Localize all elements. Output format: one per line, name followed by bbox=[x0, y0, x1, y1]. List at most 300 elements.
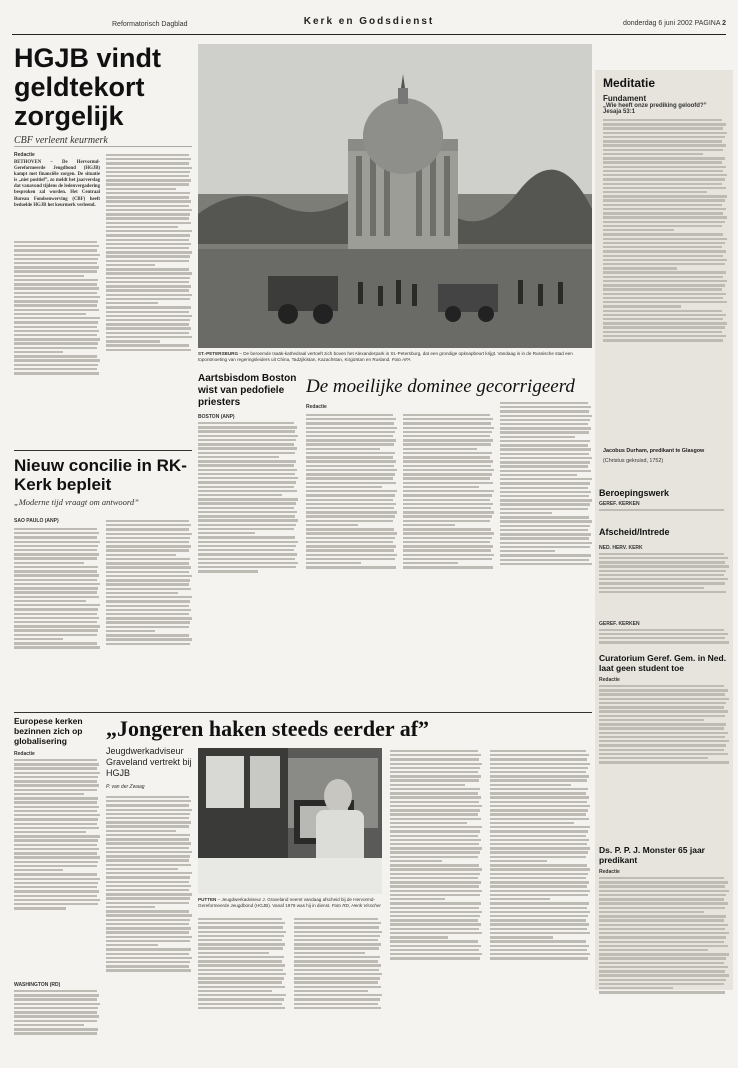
lead-intro: BETHOVEN – De Hervormd-Gereformeerde Jeugdbond (HGJB) kampt met financiële zorgen. De situatie is „niet positief”, zo meldt het jaarverslag dat vanavond tijdens de ledenvergadering besproken zal worden. Het Centraal Bureau Fondsenwerving (CBF) heeft bedoelde HGJB het keurmerk verleend. bbox=[14, 160, 100, 208]
text-line bbox=[294, 935, 380, 937]
text-line bbox=[14, 856, 100, 858]
text-line bbox=[390, 945, 481, 947]
text-line bbox=[198, 566, 296, 568]
text-line bbox=[599, 877, 724, 879]
lead-body-col1 bbox=[14, 239, 100, 439]
text-line bbox=[599, 966, 728, 968]
text-line bbox=[500, 491, 591, 493]
meditatie bbox=[603, 76, 727, 464]
text-line bbox=[603, 229, 674, 231]
text-line bbox=[599, 578, 728, 580]
text-line bbox=[599, 924, 728, 926]
text-line bbox=[294, 939, 378, 941]
text-line bbox=[106, 344, 189, 346]
text-line bbox=[198, 464, 294, 466]
text-line bbox=[14, 258, 98, 260]
text-line bbox=[403, 460, 493, 462]
text-line bbox=[106, 596, 192, 598]
text-line bbox=[198, 952, 269, 954]
text-line bbox=[14, 279, 98, 281]
text-line bbox=[198, 435, 298, 437]
text-line bbox=[500, 520, 592, 522]
text-line bbox=[403, 427, 494, 429]
monster-article bbox=[599, 845, 729, 1052]
jongeren-kicker: Jeugdwerkadviseur Graveland vertrekt bij HGJB bbox=[106, 746, 192, 778]
text-line bbox=[306, 486, 382, 488]
text-line bbox=[603, 153, 703, 155]
jongeren-body-col4 bbox=[390, 748, 482, 1056]
text-line bbox=[294, 973, 382, 975]
text-line bbox=[500, 440, 590, 442]
text-line bbox=[603, 263, 725, 265]
text-line bbox=[603, 132, 727, 134]
text-line bbox=[14, 262, 97, 264]
text-line bbox=[106, 796, 189, 798]
text-line bbox=[14, 1015, 99, 1017]
text-line bbox=[403, 456, 490, 458]
text-line bbox=[106, 575, 192, 577]
text-line bbox=[14, 532, 99, 534]
text-line bbox=[106, 638, 192, 640]
text-line bbox=[390, 813, 478, 815]
text-line bbox=[294, 990, 368, 992]
text-line bbox=[106, 209, 192, 211]
text-line bbox=[106, 558, 190, 560]
text-line bbox=[14, 300, 98, 302]
text-line bbox=[198, 1007, 285, 1009]
text-line bbox=[490, 818, 589, 820]
text-line bbox=[198, 960, 282, 962]
text-line bbox=[106, 821, 191, 823]
text-line bbox=[294, 943, 381, 945]
text-line bbox=[599, 991, 725, 993]
text-line bbox=[14, 767, 97, 769]
concilie-article bbox=[14, 450, 192, 708]
text-line bbox=[106, 634, 189, 636]
text-line bbox=[14, 861, 98, 863]
text-line bbox=[390, 779, 479, 781]
boston-dateline: BOSTON (ANP) bbox=[198, 414, 235, 420]
text-line bbox=[14, 372, 99, 374]
text-line bbox=[14, 579, 97, 581]
text-line bbox=[500, 512, 552, 514]
jongeren-body-col5 bbox=[490, 748, 590, 1056]
text-line bbox=[599, 641, 729, 643]
text-line bbox=[603, 183, 722, 185]
text-line bbox=[106, 605, 189, 607]
text-line bbox=[390, 784, 465, 786]
text-line bbox=[106, 285, 191, 287]
text-line bbox=[306, 511, 397, 513]
text-line bbox=[198, 981, 282, 983]
text-line bbox=[198, 502, 296, 504]
text-line bbox=[14, 998, 97, 1000]
text-line bbox=[106, 630, 155, 632]
text-line bbox=[500, 474, 577, 476]
text-line bbox=[599, 574, 724, 576]
text-line bbox=[106, 196, 189, 198]
text-line bbox=[198, 998, 284, 1000]
text-line bbox=[14, 566, 98, 568]
text-line bbox=[14, 793, 84, 795]
beroepingswerk-group-3: GEREF. KERKEN bbox=[599, 620, 640, 627]
text-line bbox=[14, 839, 98, 841]
jongeren-byline: P. van der Zwaag bbox=[106, 784, 145, 790]
text-line bbox=[500, 537, 589, 539]
text-line bbox=[14, 330, 99, 332]
text-line bbox=[500, 444, 588, 446]
divider bbox=[14, 450, 192, 451]
text-line bbox=[390, 843, 479, 845]
text-line bbox=[390, 754, 481, 756]
text-line bbox=[603, 119, 722, 121]
text-line bbox=[490, 907, 587, 909]
text-line bbox=[14, 245, 99, 247]
europese-headline: Europese kerken bezinnen zich op globalisering bbox=[14, 716, 83, 746]
text-line bbox=[403, 537, 492, 539]
text-line bbox=[106, 268, 189, 270]
text-line bbox=[106, 243, 191, 245]
text-line bbox=[294, 926, 379, 928]
text-line bbox=[490, 940, 586, 942]
text-line bbox=[490, 796, 589, 798]
text-line bbox=[294, 964, 381, 966]
jongeren-body-col3 bbox=[294, 916, 382, 1056]
text-line bbox=[603, 280, 727, 282]
text-line bbox=[599, 902, 728, 904]
text-line bbox=[198, 964, 285, 966]
lead-article bbox=[14, 44, 192, 444]
concilie-body-col1 bbox=[14, 526, 100, 704]
text-line bbox=[390, 949, 479, 951]
text-line bbox=[306, 520, 393, 522]
text-line bbox=[14, 617, 99, 619]
cathedral-illustration bbox=[198, 44, 592, 348]
text-line bbox=[198, 536, 295, 538]
text-line bbox=[14, 994, 99, 996]
text-line bbox=[14, 878, 100, 880]
text-line bbox=[106, 545, 191, 547]
text-line bbox=[390, 868, 482, 870]
text-line bbox=[106, 541, 189, 543]
text-line bbox=[294, 952, 365, 954]
text-line bbox=[403, 439, 493, 441]
text-line bbox=[14, 873, 97, 875]
text-line bbox=[599, 715, 725, 717]
text-line bbox=[106, 825, 189, 827]
text-line bbox=[403, 528, 491, 530]
text-line bbox=[306, 562, 361, 564]
text-line bbox=[106, 298, 190, 300]
text-line bbox=[106, 965, 189, 967]
text-line bbox=[106, 524, 191, 526]
text-line bbox=[198, 986, 285, 988]
text-line bbox=[198, 528, 294, 530]
text-line bbox=[198, 545, 296, 547]
text-line bbox=[14, 338, 100, 340]
text-line bbox=[14, 364, 98, 366]
text-line bbox=[599, 757, 708, 759]
cathedral-photo bbox=[198, 44, 592, 348]
meditatie-source: (Christus gekruisd, 1752) bbox=[603, 457, 664, 464]
text-line bbox=[490, 784, 571, 786]
concilie-headline: Nieuw concilie in RK-Kerk bepleit bbox=[14, 456, 187, 494]
text-line bbox=[599, 727, 724, 729]
text-line bbox=[603, 208, 726, 210]
text-line bbox=[106, 306, 191, 308]
top-photo-caption-text: – De beroemde Isaäk-kathedraal vertoeft zich boven het Alexanderpark in St.-Petersburg, dat een grondige opknapbeurt krijgt. Vandaag is in de Russische stad een topontmoeting van regeringsleiders uit China, Tadzjikistan, Kazachstan, Kirgizstan en Rusland. bbox=[198, 351, 573, 362]
text-line bbox=[599, 953, 729, 955]
text-line bbox=[490, 936, 553, 938]
text-line bbox=[490, 868, 590, 870]
text-line bbox=[390, 835, 478, 837]
text-line bbox=[603, 339, 723, 341]
text-line bbox=[198, 507, 294, 509]
text-line bbox=[106, 175, 189, 177]
text-line bbox=[14, 810, 97, 812]
text-line bbox=[403, 499, 490, 501]
text-line bbox=[14, 355, 97, 357]
text-line bbox=[106, 588, 191, 590]
text-line bbox=[390, 856, 478, 858]
text-line bbox=[490, 881, 589, 883]
text-line bbox=[403, 465, 491, 467]
text-line bbox=[14, 266, 99, 268]
text-line bbox=[294, 918, 378, 920]
text-line bbox=[490, 898, 550, 900]
text-line bbox=[603, 191, 707, 193]
text-line bbox=[106, 613, 189, 615]
text-line bbox=[599, 587, 704, 589]
paper-name: Reformatorisch Dagblad bbox=[112, 21, 188, 28]
text-line bbox=[390, 885, 479, 887]
text-line bbox=[106, 319, 190, 321]
text-line bbox=[198, 456, 279, 458]
text-line bbox=[106, 893, 192, 895]
monster-dateline: Redactie bbox=[599, 869, 620, 875]
text-line bbox=[198, 486, 294, 488]
text-line bbox=[490, 847, 590, 849]
top-photo-credit: Foto AFA bbox=[391, 356, 411, 362]
text-line bbox=[390, 940, 478, 942]
text-line bbox=[390, 796, 481, 798]
text-line bbox=[390, 932, 482, 934]
text-line bbox=[306, 456, 393, 458]
text-line bbox=[306, 524, 358, 526]
beroepingswerk-title: Beroepingswerk bbox=[599, 488, 670, 498]
text-line bbox=[106, 302, 158, 304]
text-line bbox=[599, 936, 726, 938]
text-line bbox=[599, 974, 729, 976]
text-line bbox=[599, 885, 725, 887]
text-line bbox=[603, 271, 726, 273]
text-line bbox=[599, 723, 726, 725]
text-line bbox=[14, 583, 100, 585]
text-line bbox=[14, 865, 97, 867]
text-line bbox=[390, 818, 481, 820]
text-line bbox=[14, 852, 97, 854]
text-line bbox=[306, 554, 397, 556]
text-line bbox=[14, 313, 86, 315]
text-line bbox=[106, 969, 191, 971]
text-line bbox=[490, 890, 590, 892]
beroepingswerk-text-1 bbox=[599, 509, 729, 521]
text-line bbox=[390, 936, 448, 938]
text-line bbox=[14, 270, 97, 272]
text-line bbox=[14, 334, 97, 336]
text-line bbox=[106, 234, 190, 236]
text-line bbox=[14, 287, 99, 289]
text-line bbox=[599, 894, 726, 896]
text-line bbox=[490, 822, 574, 824]
text-line bbox=[306, 431, 395, 433]
text-line bbox=[500, 559, 589, 561]
text-line bbox=[306, 490, 397, 492]
text-line bbox=[14, 780, 97, 782]
text-line bbox=[490, 758, 587, 760]
text-line bbox=[500, 470, 591, 472]
text-line bbox=[14, 283, 97, 285]
text-line bbox=[500, 554, 591, 556]
text-line bbox=[490, 835, 586, 837]
text-line bbox=[106, 311, 189, 313]
lead-body-col2 bbox=[106, 152, 192, 439]
text-line bbox=[603, 187, 726, 189]
text-line bbox=[106, 192, 190, 194]
text-line bbox=[500, 410, 589, 412]
text-line bbox=[490, 953, 590, 955]
text-line bbox=[306, 537, 395, 539]
text-line bbox=[106, 957, 192, 959]
text-line bbox=[603, 174, 727, 176]
text-line bbox=[106, 554, 176, 556]
jongeren-photo-caption-text: – Jeugdwerkadviseur J. Graveland neemt vandaag afscheid bij de Hervormd-Gereformeerde Jeugdbond (HGJB). Vanaf 1979 was hij in dienst. bbox=[198, 897, 375, 908]
monster-body bbox=[599, 877, 729, 1052]
text-line bbox=[14, 347, 97, 349]
section-divider bbox=[14, 712, 592, 713]
afscheid-title: Afscheid/Intrede bbox=[599, 526, 670, 537]
text-line bbox=[306, 503, 396, 505]
text-line bbox=[14, 634, 97, 636]
text-line bbox=[106, 855, 190, 857]
text-line bbox=[198, 562, 298, 564]
dominee-body-col2 bbox=[403, 412, 494, 640]
curatorium-body bbox=[599, 685, 729, 805]
text-line bbox=[106, 332, 189, 334]
text-line bbox=[294, 998, 380, 1000]
text-line bbox=[603, 127, 723, 129]
text-line bbox=[306, 545, 396, 547]
text-line bbox=[106, 158, 191, 160]
section-title: Kerk en Godsdienst bbox=[303, 16, 435, 27]
text-line bbox=[599, 898, 724, 900]
text-line bbox=[390, 788, 480, 790]
text-line bbox=[403, 486, 479, 488]
text-line bbox=[390, 847, 482, 849]
text-line bbox=[500, 436, 575, 438]
text-line bbox=[500, 563, 592, 565]
lead-headline: HGJB vindt geldtekort zorgelijk bbox=[14, 44, 162, 131]
text-line bbox=[599, 629, 724, 631]
text-line bbox=[603, 335, 726, 337]
text-line bbox=[14, 835, 100, 837]
lead-subhead: CBF verleent keurmerk bbox=[14, 135, 108, 146]
text-line bbox=[599, 693, 725, 695]
text-line bbox=[198, 918, 282, 920]
text-line bbox=[106, 239, 189, 241]
europese-body bbox=[14, 759, 100, 979]
text-line bbox=[14, 562, 84, 564]
text-line bbox=[490, 856, 586, 858]
top-photo-caption bbox=[198, 351, 592, 363]
text-line bbox=[390, 822, 467, 824]
text-line bbox=[106, 162, 189, 164]
text-line bbox=[198, 956, 284, 958]
text-line bbox=[306, 549, 394, 551]
text-line bbox=[14, 1028, 98, 1030]
text-line bbox=[403, 452, 492, 454]
text-line bbox=[106, 919, 190, 921]
text-line bbox=[500, 495, 589, 497]
text-line bbox=[490, 851, 588, 853]
text-line bbox=[403, 448, 477, 450]
text-line bbox=[14, 801, 97, 803]
text-line bbox=[403, 503, 493, 505]
text-line bbox=[490, 945, 589, 947]
text-line bbox=[106, 171, 190, 173]
text-line bbox=[198, 994, 286, 996]
text-line bbox=[14, 536, 97, 538]
text-line bbox=[599, 970, 725, 972]
text-line bbox=[403, 532, 494, 534]
text-line bbox=[198, 519, 298, 521]
text-line bbox=[603, 195, 727, 197]
right-sidebar bbox=[595, 70, 733, 1060]
text-line bbox=[106, 571, 189, 573]
text-line bbox=[14, 625, 100, 627]
text-line bbox=[390, 792, 478, 794]
text-line bbox=[599, 890, 729, 892]
text-line bbox=[603, 297, 723, 299]
text-line bbox=[390, 923, 481, 925]
text-line bbox=[603, 170, 723, 172]
text-line bbox=[500, 427, 591, 429]
text-line bbox=[14, 763, 99, 765]
dominee-body-col3 bbox=[500, 400, 592, 640]
text-line bbox=[106, 213, 190, 215]
text-line bbox=[306, 494, 395, 496]
text-line bbox=[294, 1003, 378, 1005]
text-line bbox=[14, 553, 99, 555]
meditatie-title: Meditatie bbox=[603, 76, 656, 90]
dominee-headline: De moeilijke dominee gecorrigeerd bbox=[306, 376, 575, 397]
text-line bbox=[403, 494, 492, 496]
text-line bbox=[490, 763, 590, 765]
text-line bbox=[106, 340, 160, 342]
text-line bbox=[106, 600, 190, 602]
text-line bbox=[294, 947, 379, 949]
text-line bbox=[403, 414, 490, 416]
text-line bbox=[403, 482, 493, 484]
text-line bbox=[14, 895, 97, 897]
text-line bbox=[390, 911, 482, 913]
text-line bbox=[14, 613, 97, 615]
text-line bbox=[500, 508, 588, 510]
office-illustration bbox=[198, 748, 382, 894]
text-line bbox=[599, 736, 725, 738]
text-line bbox=[403, 545, 493, 547]
text-line bbox=[306, 566, 396, 568]
